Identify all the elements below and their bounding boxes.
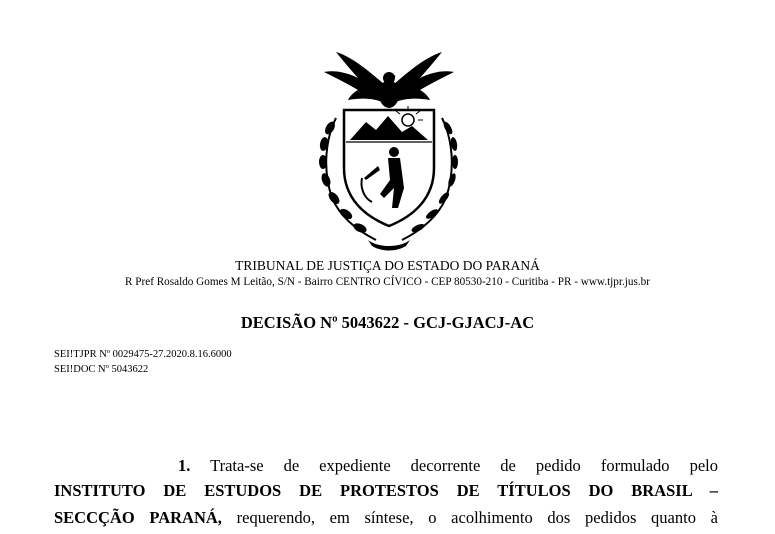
institution-section: SECCÇÃO PARANÁ,	[54, 508, 222, 527]
court-address: R Pref Rosaldo Gomes M Leitão, S/N - Bairro CENTRO CÍVICO - CEP 80530-210 - Curitiba - PR - www.tjpr.jus.br	[125, 276, 650, 288]
document-reference: SEI!DOC Nº 5043622	[54, 364, 149, 375]
paragraph-text: Trata-se de expediente decorrente de pedido formulado pelo	[190, 456, 718, 475]
paragraph-text: requerendo, em síntese, o acolhimento dos pedidos quanto à	[221, 508, 718, 527]
item-number: 1.	[178, 456, 191, 475]
court-name: TRIBUNAL DE JUSTIÇA DO ESTADO DO PARANÁ	[235, 258, 540, 273]
process-reference: SEI!TJPR Nº 0029475-27.2020.8.16.6000	[54, 349, 232, 360]
paragraph-line-2	[54, 480, 718, 502]
institution-name: INSTITUTO DE ESTUDOS DE PROTESTOS DE TÍTULOS DO BRASIL –	[54, 481, 718, 500]
document-title: DECISÃO Nº 5043622 - GCJ-GJACJ-AC	[240, 313, 535, 332]
parana-coat-of-arms-icon	[296, 48, 482, 254]
paragraph-line-3	[54, 507, 718, 529]
paragraph-line-1	[178, 455, 718, 477]
